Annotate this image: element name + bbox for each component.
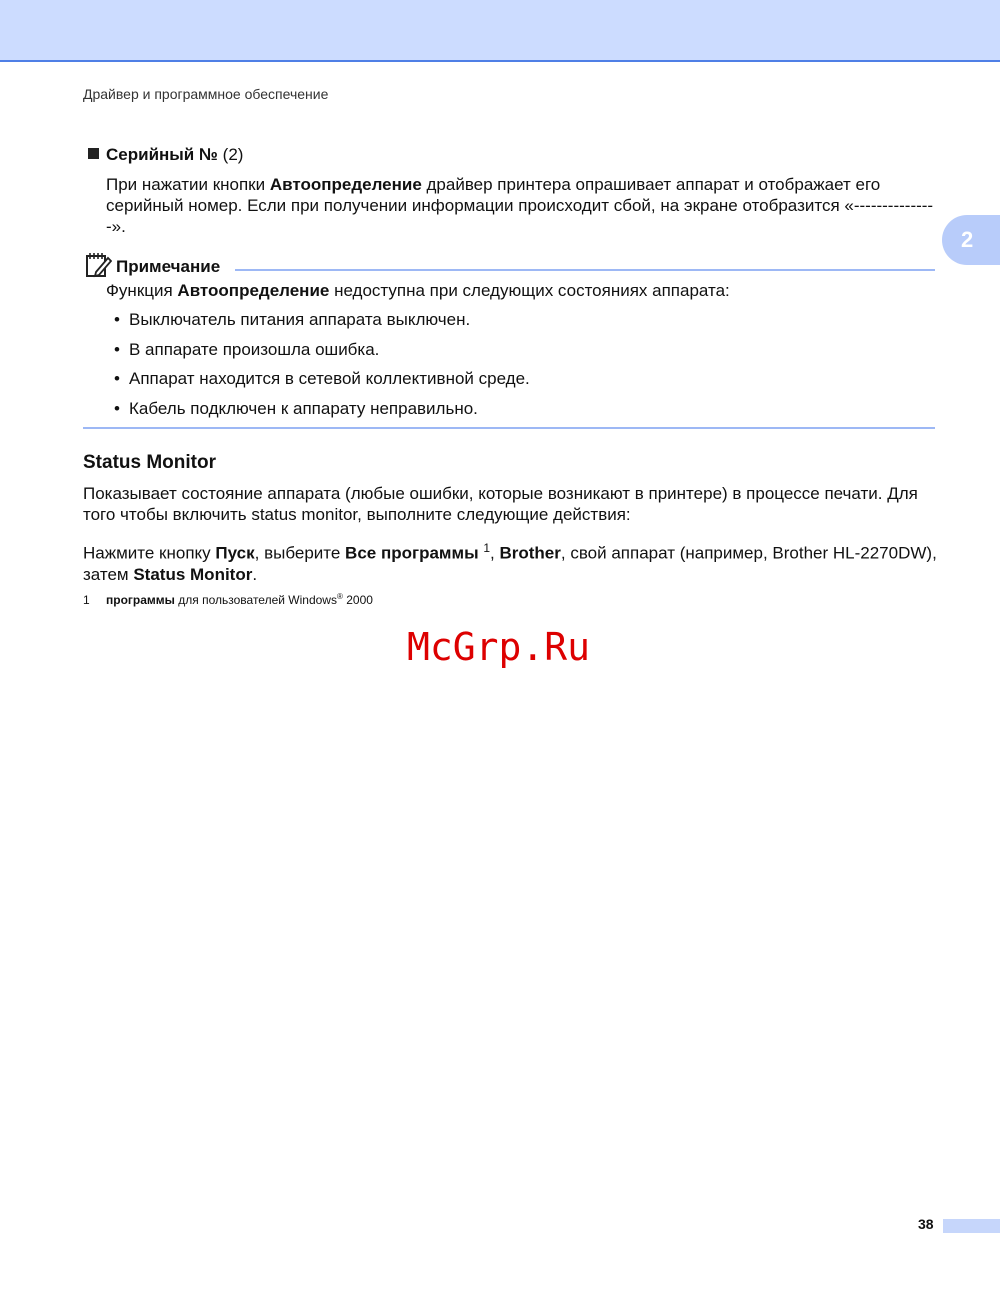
step-text: Нажмите кнопку (83, 543, 216, 563)
step-text: , выберите (254, 543, 346, 563)
section-title: Status Monitor (83, 452, 216, 473)
step-text: , (490, 543, 500, 563)
square-bullet-icon (88, 148, 99, 159)
note-end-divider (83, 427, 935, 429)
serial-bold: Автоопределение (269, 175, 422, 194)
list-item: • Кабель подключен к аппарату неправильно. (114, 399, 530, 429)
serial-ref: (2) (217, 145, 244, 164)
footnote (83, 592, 373, 607)
footnote-number: 1 (83, 593, 90, 607)
note-intro-text-2: недоступна при следующих состояниях аппарата: (329, 281, 730, 300)
serial-title: Серийный № (106, 145, 218, 164)
watermark: McGrp.Ru (407, 625, 591, 669)
step-bold-brother: Brother (499, 543, 561, 563)
list-item: • В аппарате произошла ошибка. (114, 340, 530, 370)
step-bold-all-programs: Все программы (345, 543, 479, 563)
status-paragraph: Показывает состояние аппарата (любые ошибки, которые возникают в принтере) в процессе печати. Для того чтобы включить status monitor, выполните следующие действия: (83, 484, 918, 524)
list-item: • Аппарат находится в сетевой коллективной среде. (114, 369, 530, 399)
step-bold-status-monitor: Status Monitor (133, 564, 253, 584)
footnote-bold: программы (106, 593, 175, 607)
step-text: . (252, 564, 258, 584)
status-steps (83, 538, 943, 585)
note-list (114, 310, 530, 428)
registered-mark: ® (336, 592, 343, 601)
serial-text-2: драйвер принтера опрашивает аппарат и отображает его серийный номер. Если при получении информации происходит сбой, на экране отобразится «---------------». (106, 175, 934, 236)
running-head: Драйвер и программное обеспечение (83, 86, 329, 102)
step-text: , свой аппарат (например, Brother HL-2270DW), затем (83, 543, 937, 584)
footnote-tail: 2000 (342, 593, 373, 607)
note-title: Примечание (116, 257, 221, 276)
serial-text-1: При нажатии кнопки (106, 175, 270, 194)
footnote-text: для пользователей Windows (174, 593, 337, 607)
note-pencil-icon (84, 251, 112, 279)
note-intro-bold: Автоопределение (177, 281, 330, 300)
chapter-tab (942, 215, 1000, 265)
chapter-number: 2 (961, 227, 974, 252)
header-band (0, 0, 1000, 62)
list-item: • Выключатель питания аппарата выключен. (114, 310, 530, 340)
serial-heading (88, 145, 243, 165)
page-tab (943, 1219, 1000, 1233)
footnote-ref: 1 (483, 541, 491, 555)
note-intro-text-1: Функция (106, 281, 178, 300)
step-bold-start: Пуск (215, 543, 255, 563)
note-divider (235, 269, 935, 271)
note-intro (106, 281, 730, 301)
page-number: 38 (918, 1216, 934, 1232)
serial-paragraph (106, 174, 936, 237)
